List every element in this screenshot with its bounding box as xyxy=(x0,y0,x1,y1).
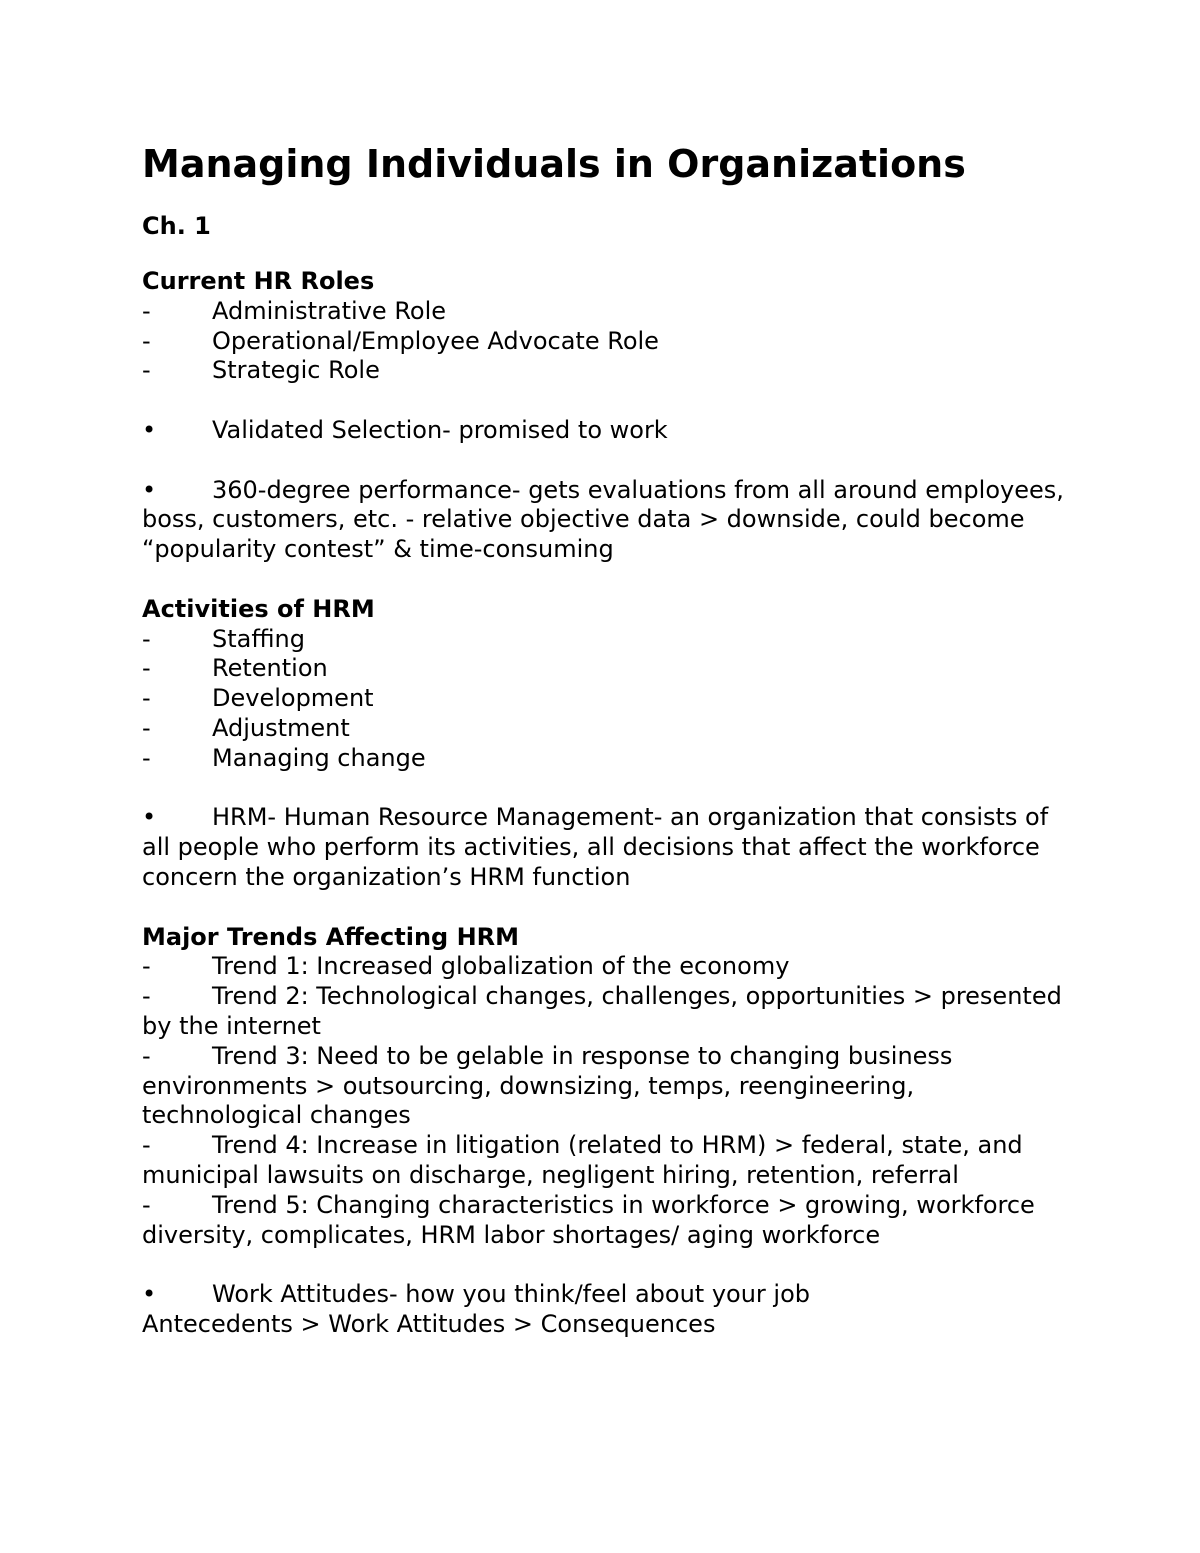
list-item xyxy=(142,356,1072,386)
paragraph-text: 360-degree performance- gets evaluations from all around employees, boss, customers, etc. - relative objective data > downside, could become “popularity contest” & time-consuming xyxy=(142,475,1064,564)
section-heading-current-hr-roles: Current HR Roles xyxy=(142,267,375,295)
bullet-paragraph-360-degree xyxy=(142,476,1072,565)
bullet-marker: • xyxy=(142,475,157,504)
blank-line xyxy=(142,1250,1072,1280)
trend-text: Trend 2: Technological changes, challenges, opportunities > presented by the internet xyxy=(142,982,1062,1040)
bullet-marker: • xyxy=(142,1280,157,1309)
list-item xyxy=(142,714,1072,744)
bullet-paragraph-work-attitudes xyxy=(142,1280,1072,1310)
list-item xyxy=(142,744,1072,774)
blank-line xyxy=(142,893,1072,923)
list-item-text: Operational/Employee Advocate Role xyxy=(212,326,659,355)
chapter-label: Ch. 1 xyxy=(142,212,211,240)
document-body xyxy=(142,133,1072,1340)
trend-text: Trend 3: Need to be gelable in response to changing business environments > outsourcing, downsizing, temps, reengineering, technological changes xyxy=(142,1041,953,1130)
list-item-text: Strategic Role xyxy=(212,356,380,385)
trend-text: Trend 5: Changing characteristics in workforce > growing, workforce diversity, complicates, HRM labor shortages/ aging workforce xyxy=(142,1190,1035,1249)
blank-line xyxy=(142,386,1072,416)
dash-marker: - xyxy=(142,743,151,772)
paragraph-text: Validated Selection- promised to work xyxy=(212,415,668,444)
blank-line xyxy=(142,446,1072,476)
list-item xyxy=(142,654,1072,684)
section-heading-activities-of-hrm: Activities of HRM xyxy=(142,594,375,623)
activities-of-hrm-list xyxy=(142,625,1072,774)
list-item-text: Adjustment xyxy=(212,713,350,742)
trend-item xyxy=(142,982,1072,1042)
dash-marker: - xyxy=(142,1131,151,1160)
list-item xyxy=(142,625,1072,655)
bullet-marker: • xyxy=(142,415,157,444)
list-item-text: Managing change xyxy=(212,743,426,772)
list-item-text: Retention xyxy=(212,654,328,683)
work-attitudes-flow: Antecedents > Work Attitudes > Consequences xyxy=(142,1309,716,1338)
dash-marker: - xyxy=(142,624,151,653)
list-item-text: Development xyxy=(212,684,374,713)
list-item xyxy=(142,684,1072,714)
paragraph-text: HRM- Human Resource Management- an organization that consists of all people who perform its activities, all decisions that affect the workforce concern the organization’s HRM function xyxy=(142,803,1049,891)
dash-marker: - xyxy=(142,356,151,385)
dash-marker: - xyxy=(142,952,151,981)
trend-text: Trend 1: Increased globalization of the economy xyxy=(212,952,790,981)
current-hr-roles-list xyxy=(142,297,1072,386)
trend-item xyxy=(142,952,1072,982)
dash-marker: - xyxy=(142,982,151,1011)
list-item-text: Administrative Role xyxy=(212,296,447,325)
dash-marker: - xyxy=(142,326,151,355)
document-title: Managing Individuals in Organizations xyxy=(142,142,966,186)
list-item xyxy=(142,327,1072,357)
list-item xyxy=(142,297,1072,327)
trend-text: Trend 4: Increase in litigation (related to HRM) > federal, state, and municipal lawsuits on discharge, negligent hiring, retention, referral xyxy=(142,1131,1023,1189)
bullet-paragraph-hrm-definition xyxy=(142,803,1072,892)
trend-item xyxy=(142,1191,1072,1251)
dash-marker: - xyxy=(142,296,151,325)
blank-line xyxy=(142,565,1072,595)
dash-marker: - xyxy=(142,713,151,742)
bullet-paragraph-validated-selection xyxy=(142,416,1072,446)
trend-item xyxy=(142,1042,1072,1131)
dash-marker: - xyxy=(142,1041,151,1070)
list-item-text: Staffing xyxy=(212,624,305,653)
dash-marker: - xyxy=(142,654,151,683)
section-heading-major-trends: Major Trends Affecting HRM xyxy=(142,922,520,951)
bullet-marker: • xyxy=(142,803,157,832)
trend-item xyxy=(142,1131,1072,1191)
paragraph-text: Work Attitudes- how you think/feel about your job xyxy=(212,1280,810,1309)
dash-marker: - xyxy=(142,684,151,713)
dash-marker: - xyxy=(142,1190,151,1219)
blank-line xyxy=(142,774,1072,804)
